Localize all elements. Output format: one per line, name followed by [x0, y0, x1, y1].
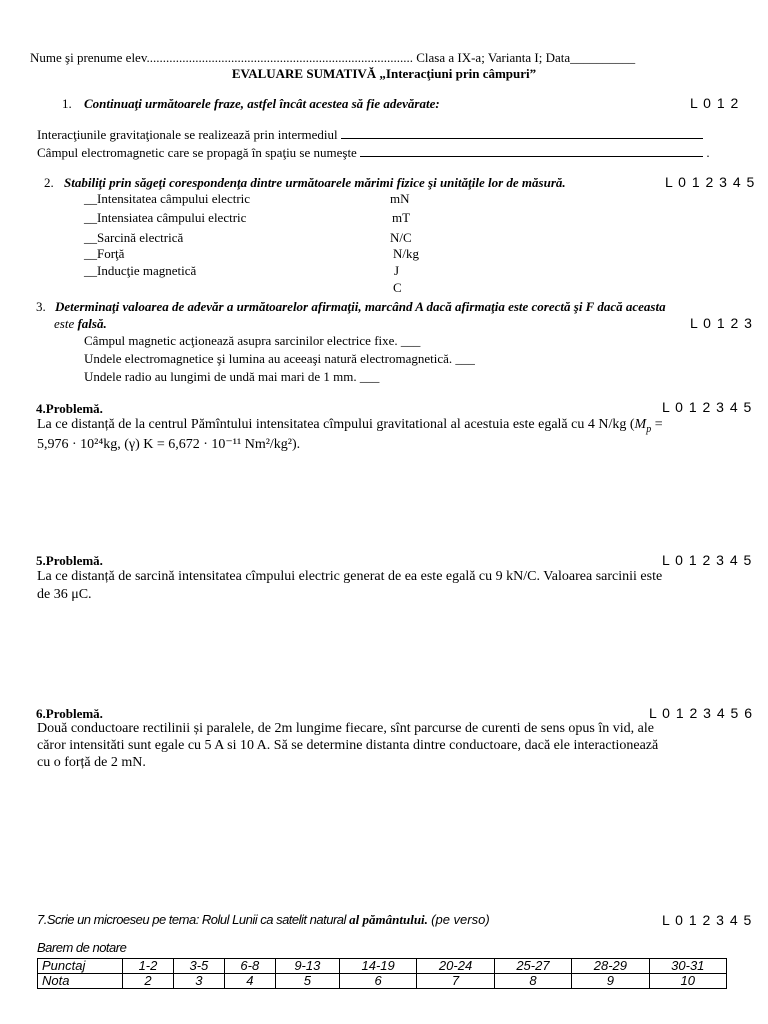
q3-statement[interactable]: Câmpul magnetic acţionează asupra sarcinilor electrice fixe. ___ [84, 333, 421, 348]
q1-sentence-2: Câmpul electromagnetic care se propagă în spaţiu se numeşte [37, 145, 357, 160]
table-cell: 20-24 [417, 959, 494, 974]
q3-number: 3. [36, 299, 46, 314]
q3-score: L 0 1 2 3 [690, 315, 753, 331]
q7-prompt: 7.Scrie un microeseu pe tema: Rolul Lunii ca satelit natural [37, 912, 346, 927]
q2-unit-item[interactable]: mT [392, 210, 411, 225]
grading-scale-title: Barem de notare [37, 940, 127, 955]
q3-prompt: Determinaţi valoarea de adevăr a următoarelor afirmaţii, marcând A dacă afirmaţia este corectă şi F dacă aceasta [55, 299, 666, 314]
table-row [38, 974, 727, 989]
table-cell: 14-19 [339, 959, 416, 974]
q5-problem-line-1: La ce distanță de sarcină intensitatea cîmpului electric generat de ea este egală cu 9 kN/C. Valoarea sarcinii este [37, 569, 663, 584]
q6-problem-line-3: cu o forță de 2 mN. [37, 755, 146, 770]
q2-unit-item[interactable]: N/kg [393, 246, 419, 261]
table-cell: 5 [275, 974, 339, 989]
q2-unit-item[interactable]: J [394, 263, 400, 278]
q2-unit-item[interactable]: N/C [390, 230, 412, 245]
q2-score: L 0 1 2 3 4 5 [665, 174, 756, 190]
q3-prompt-cont: este [54, 316, 75, 331]
q1-prompt: Continuaţi următoarele fraze, astfel încât acestea să fie adevărate [84, 96, 436, 111]
table-cell: 7 [417, 974, 494, 989]
table-cell: 30-31 [649, 959, 726, 974]
table-cell: 9-13 [275, 959, 339, 974]
q2-left-item[interactable]: __Forţă [84, 246, 125, 261]
q5-score: L 0 1 2 3 4 5 [662, 552, 753, 568]
table-cell: 6-8 [224, 959, 275, 974]
q1-number: 1. [62, 96, 72, 111]
q1-sentence-2-end: . [706, 145, 710, 160]
q1-answer-blank-1[interactable] [341, 126, 703, 139]
q4-mass-symbol: M [634, 417, 647, 432]
table-cell: 3 [173, 974, 224, 989]
table-cell: 2 [123, 974, 174, 989]
q1-answer-blank-2[interactable] [360, 144, 703, 157]
student-info-line: Nume şi prenume elev.................................................................................. Clasa a IX-a; Varianta I; Data__________ [30, 50, 636, 65]
q6-problem-line-2: căror intensităti sunt egale cu 5 A si 10 A. Să se determine distanta dintre conductoare, dacă ele interactionează [37, 738, 659, 753]
q2-left-item[interactable]: __Intensiatea câmpului electric [84, 210, 247, 225]
table-cell: 1-2 [123, 959, 174, 974]
table-row [38, 959, 727, 974]
q4-mass-subscript: p [646, 423, 652, 435]
q3-statement[interactable]: Undele electromagnetice şi lumina au aceeaşi natură electromagnetică. ___ [84, 351, 475, 366]
q4-title: 4.Problemă. [36, 401, 103, 416]
grading-scale-table [37, 958, 727, 989]
page-title: EVALUARE SUMATIVĂ „Interacţiuni prin câmpuri” [231, 66, 537, 81]
q4-problem-line-2: 5,976 · 10²⁴kg, (γ) K = 6,672 · 10⁻¹¹ Nm²/kg²). [37, 437, 301, 452]
q4-equals: = [651, 417, 663, 432]
q1-score: L 0 1 2 [690, 95, 740, 111]
q2-prompt: Stabiliţi prin săgeţi corespondenţa dintre următoarele mărimi fizice şi unităţile lor de măsură. [64, 175, 566, 190]
table-cell: 10 [649, 974, 726, 989]
table-cell: 8 [494, 974, 571, 989]
q2-left-item[interactable]: __Sarcină electrică [84, 230, 184, 245]
q7-score: L 0 1 2 3 4 5 [662, 912, 753, 928]
q5-problem-line-2: de 36 μC. [37, 587, 92, 602]
table-cell: 28-29 [572, 959, 649, 974]
q2-unit-item[interactable]: mN [390, 191, 410, 206]
q1-colon: : [435, 96, 440, 111]
table-cell: Nota [38, 974, 123, 989]
q2-left-item[interactable]: __Intensitatea câmpului electric [84, 191, 251, 206]
q2-unit-item[interactable]: C [393, 280, 402, 295]
q2-number: 2. [44, 175, 54, 190]
table-cell: 3-5 [173, 959, 224, 974]
q7-prompt-verso: (pe verso) [431, 912, 490, 927]
q3-statement[interactable]: Undele radio au lungimi de undă mai mari de 1 mm. ___ [84, 369, 380, 384]
table-cell: 9 [572, 974, 649, 989]
q6-problem-line-1: Două conductoare rectilinii și paralele, de 2m lungime fiecare, sînt parcurse de curenti de sens opus în vid, ale [37, 721, 654, 736]
q4-score: L 0 1 2 3 4 5 [662, 399, 753, 415]
q6-score: L 0 1 2 3 4 5 6 [649, 705, 753, 721]
q5-title: 5.Problemă. [36, 553, 103, 568]
q6-title: 6.Problemă. [36, 706, 103, 721]
table-cell: Punctaj [38, 959, 123, 974]
q4-problem-line-1: La ce distanță de la centrul Pămîntului intensitatea cîmpului gravitational al acestuia este egală cu 4 N/kg ( [37, 417, 635, 432]
q1-sentence-1: Interacţiunile gravitaţionale se realizează prin intermediul [37, 127, 338, 142]
q2-left-item[interactable]: __Inducţie magnetică [84, 263, 197, 278]
table-cell: 4 [224, 974, 275, 989]
table-cell: 6 [339, 974, 416, 989]
table-cell: 25-27 [494, 959, 571, 974]
q3-prompt-false: falsă. [77, 316, 107, 331]
q7-prompt-bold: al pământului. [349, 912, 428, 927]
